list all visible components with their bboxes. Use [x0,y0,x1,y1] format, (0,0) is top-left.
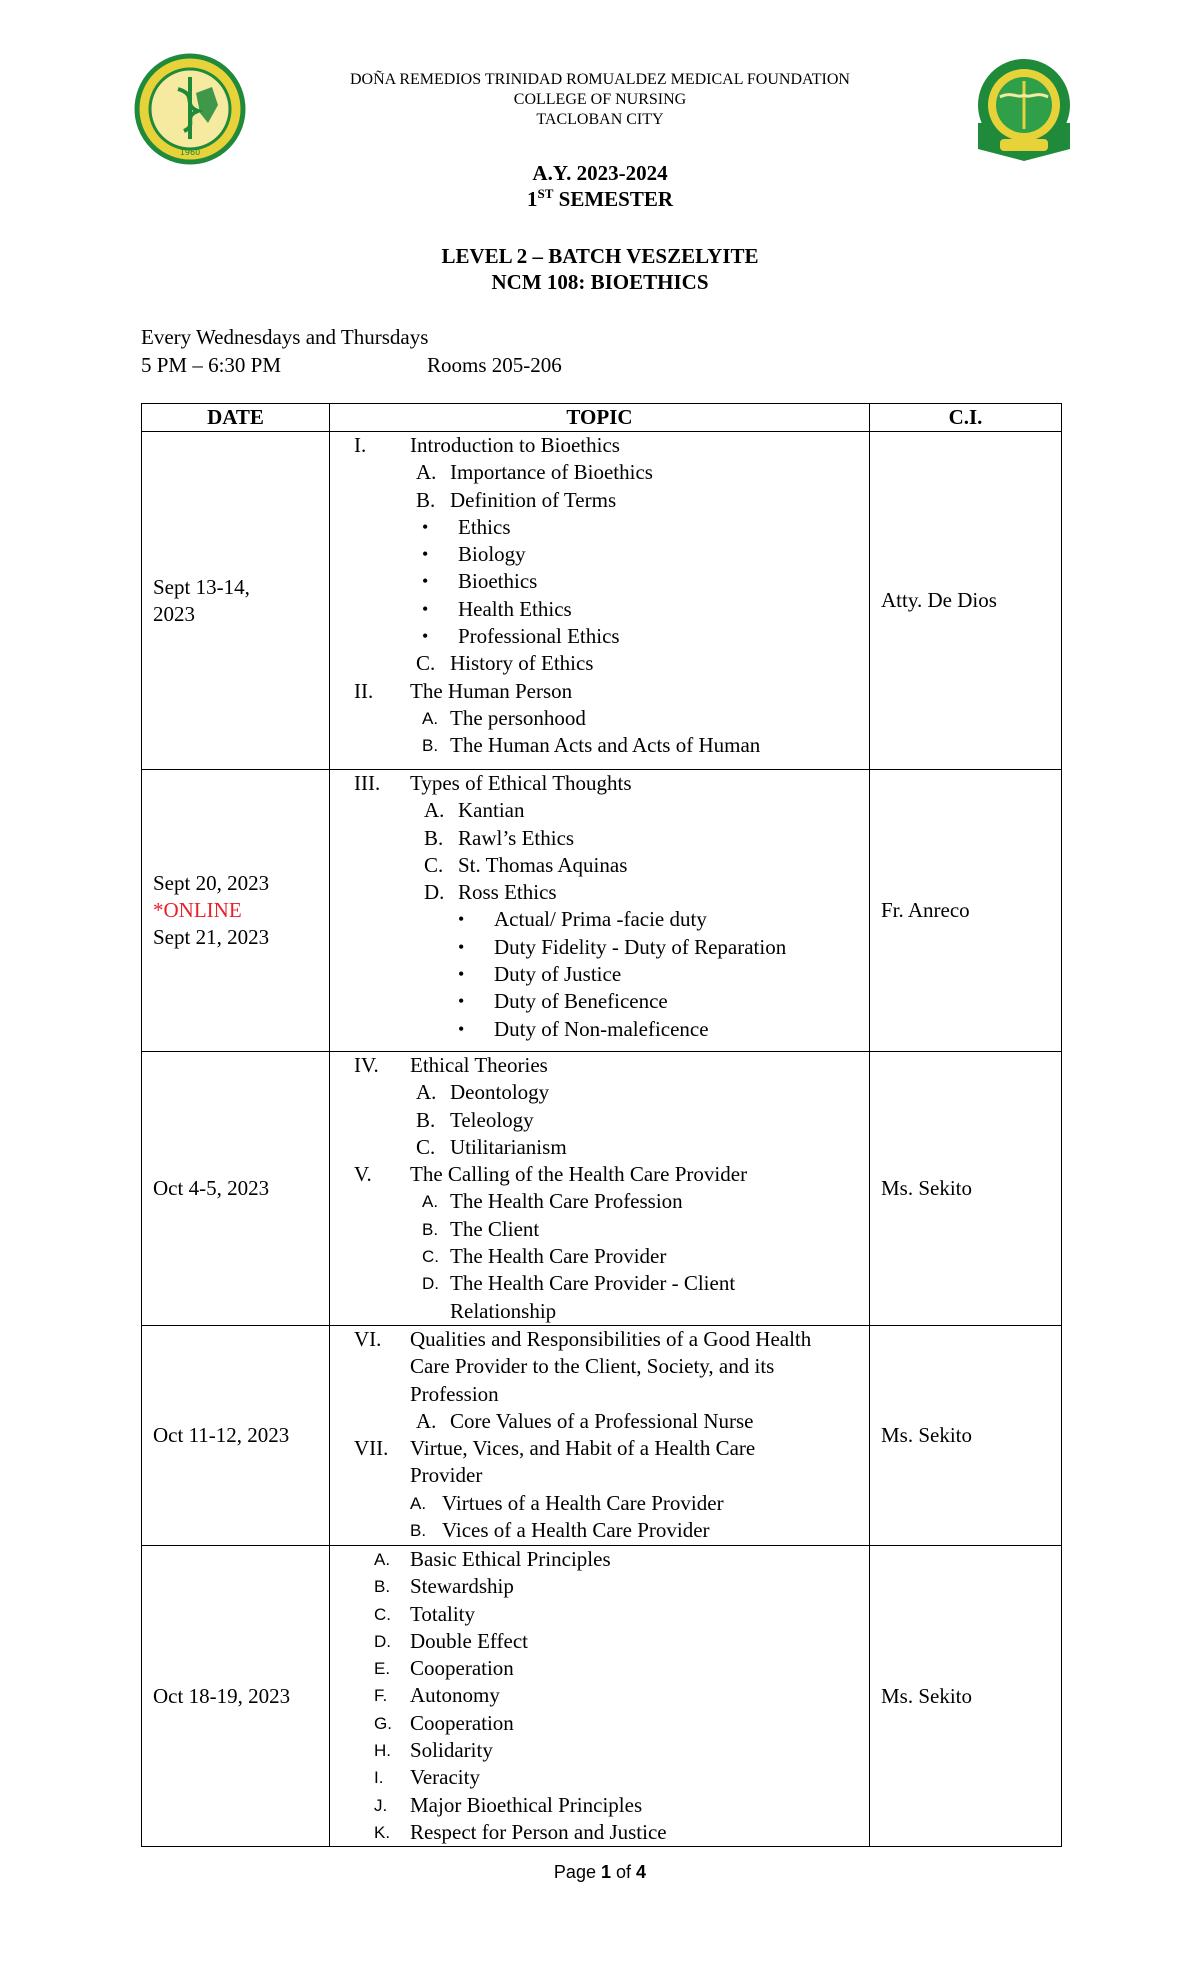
topic-line [330,678,869,705]
topic-text: The personhood [450,705,586,730]
topic-line [330,1408,869,1435]
topic-text: Duty of Non-maleficence [494,1016,709,1041]
svg-text:1960: 1960 [179,148,201,157]
topic-text: Profession [410,1381,499,1406]
topic-line [330,1435,869,1462]
list-marker: B. [374,1577,391,1597]
topic-line [330,797,869,824]
topic-line [330,1462,869,1489]
ci-cell: Fr. Anreco [870,770,1062,1052]
topic-text: Types of Ethical Thoughts [410,771,632,795]
topic-line [330,1381,869,1408]
list-marker: • [458,936,465,957]
list-marker: B. [416,487,436,512]
topic-line [330,1764,869,1791]
list-marker: D. [422,1274,439,1294]
topic-line [330,1188,869,1215]
topic-line [330,487,869,514]
page-label: Page [553,1862,596,1882]
table-row [142,1325,1062,1545]
topic-text: Utilitarianism [450,1134,567,1159]
list-marker: A. [410,1493,427,1513]
level-batch: LEVEL 2 – BATCH VESZELYITE [441,244,759,268]
table-row [142,770,1062,1052]
list-marker: • [458,909,465,930]
topic-line [330,879,869,906]
topic-line [330,1107,869,1134]
topic-line [330,1216,869,1243]
list-marker: • [458,991,465,1012]
list-marker: • [422,571,429,592]
topic-text: History of Ethics [450,651,594,676]
topic-text: Respect for Person and Justice [410,1819,667,1844]
topic-text: Virtues of a Health Care Provider [442,1490,724,1515]
topic-line [330,1134,869,1161]
topic-text: Stewardship [410,1574,514,1599]
list-marker: C. [422,1247,439,1267]
topic-line [330,1016,869,1043]
topic-line [330,1490,869,1517]
schedule-rooms: Rooms 205-206 [427,353,562,377]
date-cell: Oct 11-12, 2023 [142,1325,330,1545]
ci-cell: Ms. Sekito [870,1325,1062,1545]
list-marker: I. [374,1768,384,1788]
date-cell: Sept 13-14, 2023 [142,432,330,770]
topic-line [330,432,869,459]
page-footer [0,1862,1200,1883]
topic-text: The Client [450,1216,540,1241]
list-marker: K. [374,1822,391,1842]
list-marker: II. [354,678,374,703]
topic-line [330,961,869,988]
list-marker: IV. [354,1053,379,1077]
list-marker: C. [424,852,444,877]
topic-line [330,988,869,1015]
page-total: 4 [636,1862,647,1882]
list-marker: G. [374,1713,392,1733]
page-of: of [616,1862,632,1882]
college-name: COLLEGE OF NURSING [513,91,687,108]
list-marker: B. [422,1219,439,1239]
schedule-days: Every Wednesdays and Thursdays [141,325,429,349]
topic-text: Biology [458,542,526,567]
topic-line [330,1628,869,1655]
topic-text: Qualities and Responsibilities of a Good Health [410,1326,812,1351]
topic-text: Solidarity [410,1738,493,1763]
topic-text: Autonomy [410,1683,500,1708]
topic-line [330,1243,869,1270]
topic-line [330,1682,869,1709]
topic-line [330,1079,869,1106]
topic-text: Virtue, Vices, and Habit of a Health Care [410,1436,756,1461]
topic-text: Double Effect [410,1628,528,1653]
list-marker: • [458,964,465,985]
topic-line [330,705,869,732]
list-marker: VII. [354,1436,389,1461]
term-heading [0,160,1200,212]
topic-text: Definition of Terms [450,487,617,512]
topic-line [330,1655,869,1682]
topic-line [330,623,869,650]
topic-text: Deontology [450,1080,550,1105]
topic-line [330,825,869,852]
topic-line [330,1161,869,1188]
topic-text: The Health Care Provider [450,1244,667,1269]
list-marker: III. [354,771,381,795]
topic-text: Bioethics [458,569,538,594]
topic-text: St. Thomas Aquinas [458,852,628,877]
list-marker: H. [374,1741,391,1761]
topic-text: Health Ethics [458,596,572,621]
online-note: *ONLINE [153,898,242,922]
academic-year: A.Y. 2023-2024 [532,161,668,185]
list-marker: B. [410,1521,427,1541]
topic-text: The Calling of the Health Care Provider [410,1162,748,1187]
topic-line [330,732,869,759]
ci-cell: Atty. De Dios [870,432,1062,770]
topic-line [330,1298,869,1325]
topic-line [330,1270,869,1297]
topic-text: Actual/ Prima -facie duty [494,907,707,932]
topic-text: Teleology [450,1107,534,1132]
topic-text: Relationship [450,1298,557,1323]
list-marker: F. [374,1686,388,1706]
topic-text: Totality [410,1601,476,1626]
list-marker: A. [416,1080,437,1105]
course-heading [0,243,1200,295]
topic-cell [330,432,870,770]
city-name: TACLOBAN CITY [536,111,664,128]
topic-text: Duty of Beneficence [494,989,668,1014]
ci-column-header: C.I. [870,404,1062,432]
topic-text: The Health Care Provider - Client [450,1271,736,1296]
topic-line [330,1710,869,1737]
topic-line [330,1573,869,1600]
topic-cell [330,1325,870,1545]
institution-header [0,70,1200,130]
topic-line [330,1819,869,1846]
semester [0,186,1200,212]
topic-text: Basic Ethical Principles [410,1546,611,1571]
table-header-row [142,404,1062,432]
topic-line [330,770,869,797]
list-marker: V. [354,1162,372,1187]
topic-line [330,1546,869,1573]
date-column-header: DATE [142,404,330,432]
topic-text: Kantian [458,798,525,823]
list-marker: E. [374,1659,391,1679]
topic-text: Major Bioethical Principles [410,1792,643,1817]
course-outline-table [141,403,1062,1847]
topic-line [330,934,869,961]
topic-text: Ethics [458,514,511,539]
topic-text: The Human Acts and Acts of Human [450,733,761,758]
schedule-time: 5 PM – 6:30 PM [141,353,282,377]
ci-cell: Ms. Sekito [870,1052,1062,1326]
topic-text: Rawl’s Ethics [458,825,575,850]
list-marker: A. [416,1408,437,1433]
class-schedule [141,323,562,379]
topic-line [330,1052,869,1079]
topic-line [330,1792,869,1819]
list-marker: A. [422,1192,439,1212]
topic-text: Duty of Justice [494,962,622,987]
list-marker: D. [424,880,445,905]
topic-text: Introduction to Bioethics [410,433,620,457]
ci-cell: Ms. Sekito [870,1545,1062,1846]
date-cell: Oct 18-19, 2023 [142,1545,330,1846]
topic-text: Ethical Theories [410,1053,548,1077]
list-marker: C. [416,651,436,676]
topic-text: Ross Ethics [458,880,557,905]
topic-line [330,541,869,568]
topic-line [330,514,869,541]
topic-cell [330,1545,870,1846]
topic-text: Care Provider to the Client, Society, and its [410,1354,775,1379]
list-marker: A. [424,798,445,823]
table-row [142,1545,1062,1846]
list-marker: J. [374,1795,388,1815]
list-marker: • [422,626,429,647]
list-marker: • [422,598,429,619]
institution-name: DOÑA REMEDIOS TRINIDAD ROMUALDEZ MEDICAL FOUNDATION [350,71,850,88]
semester-part: 1 [526,187,538,211]
topic-line [330,1737,869,1764]
list-marker: A. [374,1549,391,1569]
topic-line [330,1601,869,1628]
list-marker: VI. [354,1326,382,1351]
list-marker: D. [374,1631,391,1651]
list-marker: • [422,516,429,537]
topic-text: The Human Person [410,678,573,703]
topic-column-header: TOPIC [330,404,870,432]
topic-text: The Health Care Profession [450,1189,683,1214]
topic-text: Vices of a Health Care Provider [442,1518,710,1543]
topic-text: Provider [410,1463,483,1488]
topic-text: Cooperation [410,1710,514,1735]
topic-text: Importance of Bioethics [450,460,653,485]
list-marker: I. [354,433,367,457]
list-marker: C. [374,1604,391,1624]
topic-text: Veracity [410,1765,480,1790]
list-marker: B. [422,736,439,756]
topic-line [330,906,869,933]
list-marker: B. [416,1107,436,1132]
topic-line [330,596,869,623]
topic-line [330,1353,869,1380]
topic-text: Duty Fidelity - Duty of Reparation [494,934,787,959]
topic-line [330,459,869,486]
list-marker: A. [416,460,437,485]
list-marker: • [422,544,429,565]
semester-part: SEMESTER [558,187,674,211]
topic-text: Professional Ethics [458,624,620,649]
course-title: NCM 108: BIOETHICS [491,270,709,294]
table-row [142,432,1062,770]
topic-text: Cooperation [410,1656,514,1681]
list-marker: C. [416,1134,436,1159]
topic-line [330,1517,869,1544]
topic-line [330,1326,869,1353]
semester-part: ST [537,186,554,201]
list-marker: A. [422,708,439,728]
date-cell: Oct 4-5, 2023 [142,1052,330,1326]
topic-line [330,568,869,595]
table-row [142,1052,1062,1326]
topic-cell [330,1052,870,1326]
topic-line [330,852,869,879]
date-cell: Sept 20, 2023 *ONLINE Sept 21, 2023 [142,770,330,1052]
topic-line [330,650,869,677]
list-marker: • [458,1018,465,1039]
list-marker: B. [424,825,444,850]
page-current: 1 [600,1862,611,1882]
topic-text: Core Values of a Professional Nurse [450,1408,754,1433]
topic-cell [330,770,870,1052]
